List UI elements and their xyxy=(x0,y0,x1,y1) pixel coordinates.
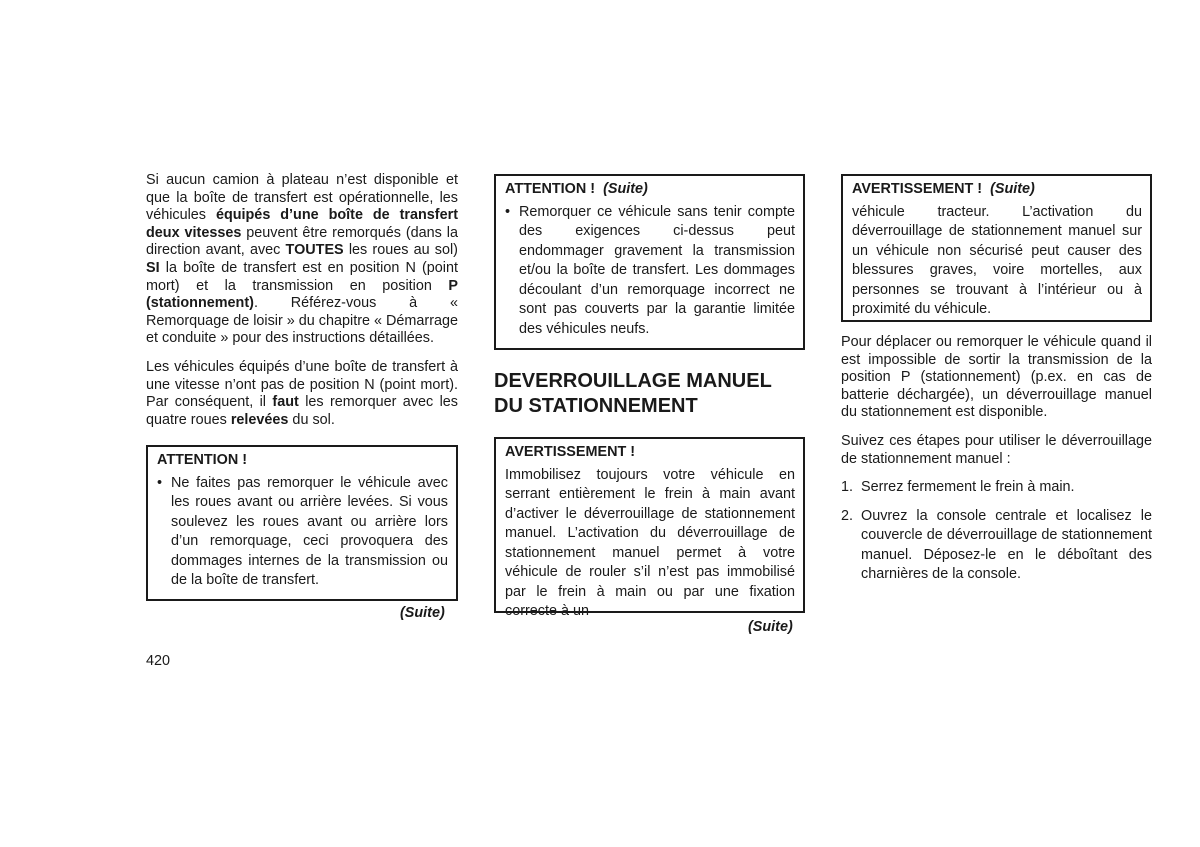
text-run: du sol. xyxy=(288,411,335,428)
caution-bullet-text: Ne faites pas remorquer le véhicule avec les roues avant ou arrière levées. Si vous soulevez les roues avant ou arrière lors d’un remorquage, ceci provoquera des dommages internes de la transmission ou de la boîte de transfert. xyxy=(171,474,448,589)
section-heading: DEVERROUILLAGE MANUEL DU STATIONNEMENT xyxy=(494,370,772,417)
paragraph-manual-release: Pour déplacer ou remorquer le véhicule quand il est impossible de sortir la transmission de la position P (stationnement) (p.ex. en cas de batterie déchargée), un déverrouillage manuel du stationnement est disponible. xyxy=(841,334,1152,421)
step-text: Serrez fermement le frein à main. xyxy=(861,479,1075,496)
caution-title: ATTENTION ! xyxy=(157,452,248,468)
bold-text: faut xyxy=(272,394,299,411)
column-left xyxy=(146,172,458,429)
caution-bullet-text: Remorquer ce véhicule sans tenir compte des exigences ci-dessus peut endommager gravement la transmission et/ou la boîte de transfert. Les dommages découlant d’un remorquage incorrect ne sont pas couverts par la garantie limitée des véhicules neufs. xyxy=(519,203,795,337)
caution-bullet-item xyxy=(157,474,448,591)
warning-title: AVERTISSEMENT ! xyxy=(505,444,636,460)
step-number: 1. xyxy=(841,479,854,496)
column-right xyxy=(841,334,1152,585)
caution-bullet-item xyxy=(505,203,795,340)
steps-list xyxy=(841,479,1152,585)
bold-text: P (stationnement) xyxy=(146,277,458,312)
bold-text: SI xyxy=(146,259,160,276)
text-run: peuvent être remorqués (dans la direction avant, avec xyxy=(146,224,458,259)
warning-title-continued: AVERTISSEMENT ! (Suite) xyxy=(852,181,1035,197)
warning-text: Immobilisez toujours votre véhicule en serrant entièrement le frein à main avant d’activer le déverrouillage de stationnement manuel. L’activation du déverrouillage de stationnement manuel permet à votre véhicule de rouler s’il n’est pas immobilisé par le frein à main ou par une fixation correcte à un xyxy=(505,466,795,620)
list-item xyxy=(841,479,1152,497)
warning-text: véhicule tracteur. L’activation du déverrouillage de stationnement manuel sur un véhicule non sécurisé peut causer des blessures graves, voire mortelles, aux personnes se trouvant à l’intérieur ou à proximité du véhicule. xyxy=(852,203,1142,318)
continued-label-middle: (Suite) xyxy=(748,619,793,635)
continued-label-left: (Suite) xyxy=(400,605,445,621)
text-run: les roues au sol) xyxy=(343,242,458,259)
warning-box-right xyxy=(841,174,1152,322)
warning-box-middle xyxy=(494,437,805,620)
bullet-icon: • xyxy=(505,203,511,220)
caution-box-middle xyxy=(494,174,805,350)
text-run: Les véhicules équipés d’une boîte de transfert à une vitesse n’ont pas de position N (point mort). Par conséquent, il xyxy=(146,358,458,411)
bold-text: équipés d’une boîte de transfert deux vitesses xyxy=(146,207,458,241)
paragraph-steps-intro: Suivez ces étapes pour utiliser le déverrouillage de stationnement manuel : xyxy=(841,432,1152,467)
page-number: 420 xyxy=(146,653,171,669)
bullet-icon: • xyxy=(157,474,163,491)
step-text: Ouvrez la console centrale et localisez le couvercle de déverrouillage de stationnement manuel. Déposez-le en le déboîtant des charnières de la console. xyxy=(861,507,1152,583)
bold-text: TOUTES xyxy=(285,242,344,259)
caution-title-continued: ATTENTION ! (Suite) xyxy=(505,181,648,197)
paragraph-single-speed xyxy=(146,359,458,429)
text-run: Si aucun camion à plateau n’est disponible et que la boîte de transfert est opérationnelle, les véhicules xyxy=(146,172,458,224)
paragraph-flatbed xyxy=(146,172,458,348)
text-run: les remorquer avec les quatre roues xyxy=(146,394,458,428)
text-run: la boîte de transfert est en position N (point mort) et la transmission en position xyxy=(146,259,458,294)
caution-box-left xyxy=(146,445,458,601)
bold-text: relevées xyxy=(230,411,289,428)
step-number: 2. xyxy=(841,507,854,524)
text-run: . Référez-vous à « Remorquage de loisir » du chapitre « Démarrage et conduite » pour des instructions détaillées. xyxy=(146,295,458,347)
list-item xyxy=(841,507,1152,585)
